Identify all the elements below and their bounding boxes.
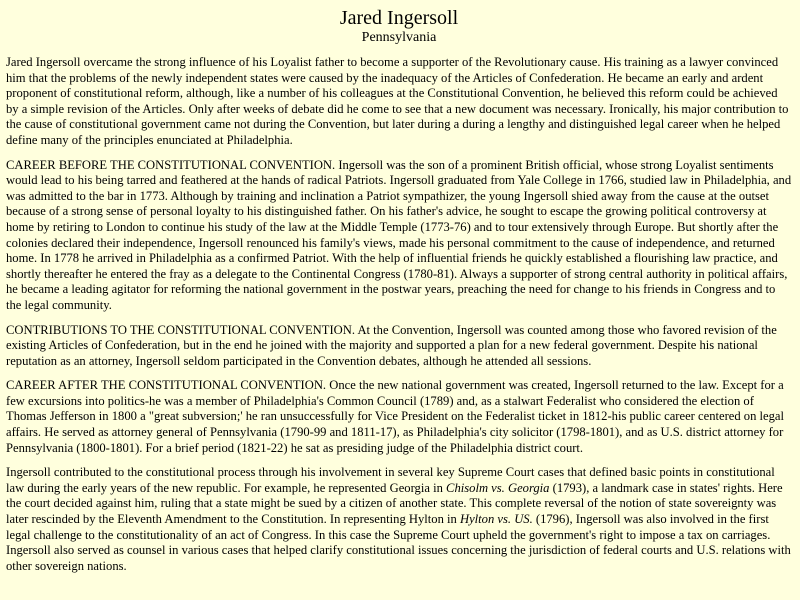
case-name-chisolm: Chisolm vs. Georgia: [446, 480, 550, 495]
case-name-hylton: Hylton vs. US.: [459, 512, 533, 527]
career-before-paragraph: CAREER BEFORE THE CONSTITUTIONAL CONVENTION. Ingersoll was the son of a prominent British official, whose strong Loyalist sentiments would lead to his being tarred and feathered at the hands of radical Patriots. Ingersoll graduated from Yale College in 1766, studied law in Philadelphia, and was admitted to the bar in 1773. Although by training and inclination a Patriot sympathizer, the young Ingersoll shied away from the cause at the outset because of a strong sense of personal loyalty to his distinguished father. On his father's advice, he sought to escape the growing political controversy at home by retiring to London to continue his study of the law at the Middle Temple (1773-76) and to tour extensively through Europe. But shortly after the colonies declared their independence, Ingersoll renounced his family's views, made his personal commitment to the cause of independence, and returned home. In 1778 he arrived in Philadelphia as a confirmed Patriot. With the help of influential friends he quickly established a flourishing law practice, and shortly thereafter he entered the fray as a delegate to the Continental Congress (1780-81). Always a supporter of strong central authority in political affairs, he became a leading agitator for reforming the national government in the postwar years, preaching the need for change to his friends in Congress and to the legal community.: [6, 157, 792, 312]
legacy-text-1: Ingersoll contributed to the constitutional process through his involvement in several key Supreme Court cases that defined basic points in constitutional law during the early years of the new republic. For example, he represented Georgia in: [6, 465, 775, 495]
legacy-text-3: (1796), Ingersoll was also involved in the first legal challenge to the constitutionality of an act of Congress. In this case the Supreme Court upheld the government's right to impose a tax on carriages. Ingersoll also served as counsel in various cases that helped clarify constitutional issues concerning the jurisdiction of federal courts and U.S. relations with other sovereign nations.: [6, 512, 791, 573]
legacy-paragraph: [6, 465, 792, 574]
state-subtitle: Pennsylvania: [361, 30, 437, 45]
career-after-paragraph: CAREER AFTER THE CONSTITUTIONAL CONVENTION. Once the new national government was created, Ingersoll returned to the law. Except for a few excursions into politics-he was a member of Philadelphia's Common Council (1789) and, as a stalwart Federalist who considered the election of Thomas Jefferson in 1800 a "great subversion;' he ran unsuccessfully for Vice President on the Federalist ticket in 1812-his public career centered on legal affairs. He served as attorney general of Pennsylvania (1790-99 and 1811-17), as Philadelphia's city solicitor (1798-1801), and as U.S. district attorney for Pennsylvania (1800-1801). For a brief period (1821-22) he sat as presiding judge of the Philadelphia district court.: [6, 378, 785, 455]
contributions-paragraph: CONTRIBUTIONS TO THE CONSTITUTIONAL CONVENTION. At the Convention, Ingersoll was counted among those who favored revision of the existing Articles of Confederation, but in the end he joined with the majority and supported a plan for a new federal government. Despite his national reputation as an attorney, Ingersoll seldom participated in the Convention debates, although he attended all sessions.: [6, 322, 777, 368]
intro-paragraph: Jared Ingersoll overcame the strong influence of his Loyalist father to become a supporter of the Revolutionary cause. His training as a lawyer convinced him that the problems of the newly independent states were caused by the inadequacy of the Articles of Confederation. He became an early and ardent proponent of constitutional reform, although, like a number of his colleagues at the Constitutional Convention, he believed this reform could be achieved by a simple revision of the Articles. Only after weeks of debate did he come to see that a new document was necessary. Ironically, his major contribution to the cause of constitutional government came not during the Convention, but later during a during a lengthy and distinguished legal career when he helped define many of the principles enunciated at Philadelphia.: [6, 55, 789, 147]
legacy-text-2: (1793), a landmark case in states' rights. Here the court decided against him, ruling that a state might be sued by a citizen of another state. This complete reversal of the notion of state sovereignty was later rescinded by the Eleventh Amendment to the Constitution. In representing Hylton in: [6, 480, 783, 527]
page-title: Jared Ingersoll: [339, 7, 459, 29]
